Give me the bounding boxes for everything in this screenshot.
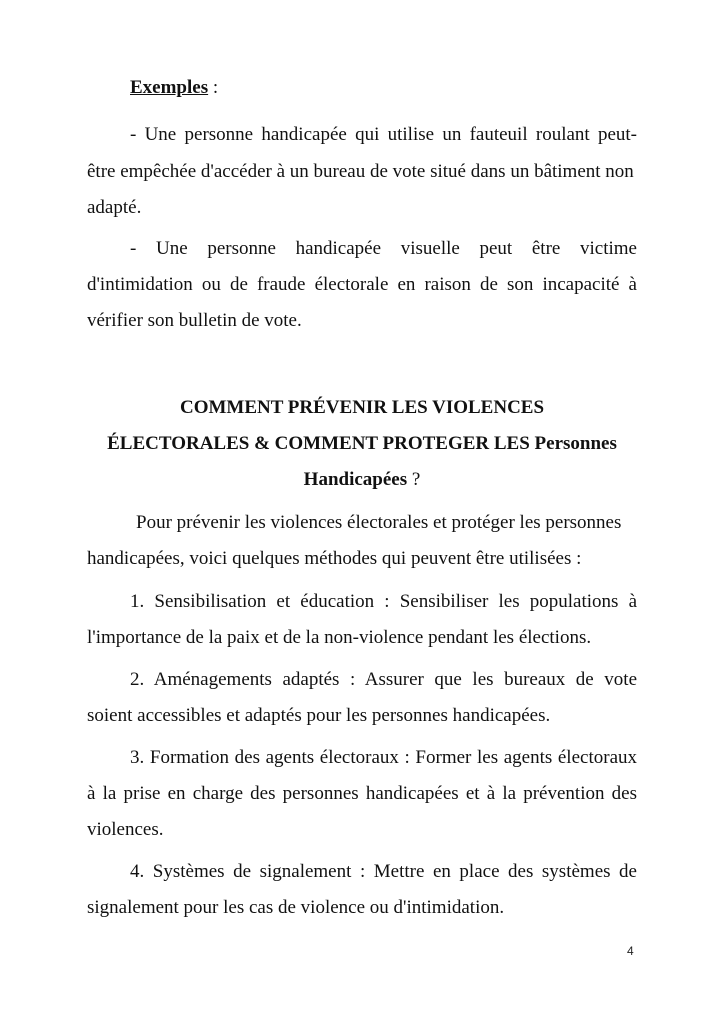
method-2-line-2: soient accessibles et adaptés pour les personnes handicapées. — [87, 705, 551, 726]
section-title-line-1: COMMENT PRÉVENIR LES VIOLENCES — [179, 397, 545, 418]
section-title-line-3 — [87, 468, 637, 492]
method-1-line-1: 1. Sensibilisation et éducation : Sensibiliser les populations à — [130, 591, 637, 612]
section-title-line-2: ÉLECTORALES & COMMENT PROTEGER LES Personnes — [107, 433, 617, 454]
section-title-word: Handicapées — [303, 469, 408, 490]
method-4-line-1: 4. Systèmes de signalement : Mettre en place des systèmes de — [130, 861, 637, 882]
intro-line-2: handicapées, voici quelques méthodes qui peuvent être utilisées : — [87, 548, 582, 569]
example-2-line-3: vérifier son bulletin de vote. — [87, 310, 302, 331]
method-3-line-2: à la prise en charge des personnes handicapées et à la prévention des — [87, 783, 637, 804]
method-3-line-1: 3. Formation des agents électoraux : Former les agents électoraux — [130, 747, 637, 768]
method-1-line-2: l'importance de la paix et de la non-violence pendant les élections. — [87, 627, 592, 648]
examples-heading-label: Exemples — [130, 77, 209, 98]
section-title-suffix: ? — [407, 469, 421, 490]
method-4-line-2: signalement pour les cas de violence ou d'intimidation. — [87, 897, 505, 918]
examples-heading — [130, 76, 637, 100]
example-1-line-2: être empêchée d'accéder à un bureau de vote situé dans un bâtiment non — [87, 161, 634, 182]
page-number: 4 — [627, 944, 634, 958]
example-1-line-3: adapté. — [87, 197, 142, 218]
example-1-line-1: - Une personne handicapée qui utilise un fauteuil roulant peut- — [130, 124, 637, 145]
method-2-line-1: 2. Aménagements adaptés : Assurer que les bureaux de vote — [130, 669, 637, 690]
example-2-line-1: - Une personne handicapée visuelle peut être victime — [130, 238, 637, 259]
examples-heading-suffix: : — [208, 77, 219, 98]
example-2-line-2: d'intimidation ou de fraude électorale en raison de son incapacité à — [87, 274, 637, 295]
method-3-line-3: violences. — [87, 819, 164, 840]
intro-line-1: Pour prévenir les violences électorales et protéger les personnes — [136, 512, 622, 533]
